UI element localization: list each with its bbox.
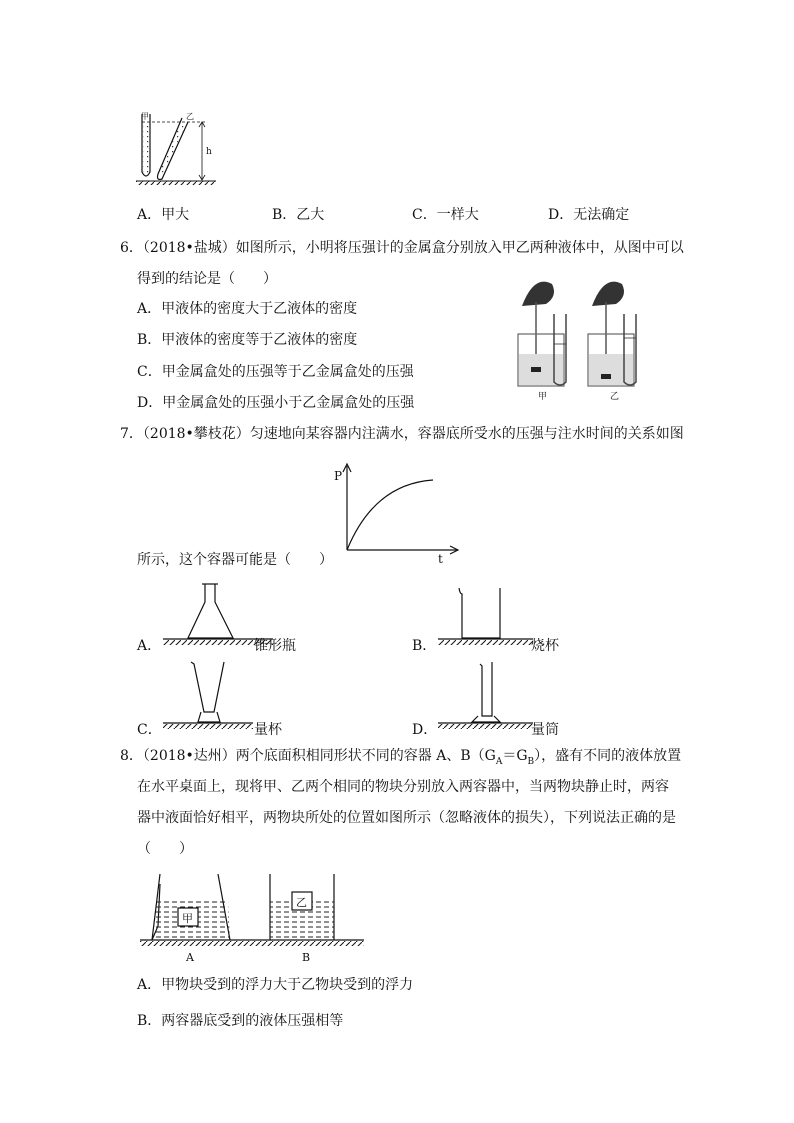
- q7-y-label: P: [334, 469, 343, 483]
- q6-pressure-gauge-figure: [516, 274, 666, 404]
- q6-stem-line1: 6．（2018•盐城）如图所示，小明将压强计的金属盒分别放入甲乙两种液体中，从图中可以: [120, 240, 684, 256]
- q7-option-c-name: 量杯: [254, 722, 282, 738]
- q7-stem-line1: 7．（2018•攀枝花）匀速地向某容器内注满水，容器底所受水的压强与注水时间的关系如图: [120, 426, 684, 442]
- q8-stem-line2: 在水平桌面上，现将甲、乙两个相同的物块分别放入两容器中，当两物块静止时，两容: [137, 779, 669, 795]
- q8-subscript-a: A: [495, 756, 503, 767]
- q5-option-b[interactable]: B．乙大: [272, 207, 325, 223]
- q8-block-a-label: 甲: [182, 912, 193, 925]
- q7-x-label: t: [438, 552, 443, 566]
- q8-containers-figure: [140, 870, 368, 965]
- q8-option-b[interactable]: B．两容器底受到的液体压强相等: [137, 1013, 344, 1029]
- q6-option-b[interactable]: B．甲液体的密度等于乙液体的密度: [137, 332, 358, 348]
- q7-option-b-name: 烧杯: [531, 638, 559, 654]
- q6-label-yi: 乙: [610, 392, 620, 402]
- q5-option-d[interactable]: D．无法确定: [548, 207, 630, 223]
- q7-pressure-time-graph: [330, 462, 465, 566]
- q8-container-a-label: A: [186, 951, 194, 964]
- q7-stem-line2: 所示，这个容器可能是（ ）: [137, 552, 333, 568]
- q8-stem-line1-start: 8．（2018•达州）两个底面积相同形状不同的容器 A、B（G: [120, 748, 496, 764]
- q5-option-c[interactable]: C．一样大: [412, 207, 479, 223]
- q8-subscript-b: B: [527, 756, 535, 767]
- q7-option-c-letter[interactable]: C．: [137, 722, 162, 738]
- q6-label-jia: 甲: [538, 392, 548, 402]
- q6-stem-line2: 得到的结论是（ ）: [137, 271, 277, 287]
- q8-stem-line4: （ ）: [137, 841, 193, 857]
- q6-option-a[interactable]: A．甲液体的密度大于乙液体的密度: [137, 301, 358, 317]
- q5-option-a[interactable]: A．甲大: [137, 207, 190, 223]
- q8-stem-line3: 器中液面恰好相平，两物块所处的位置如图所示（忽略液体的损失），下列说法正确的是: [137, 810, 676, 826]
- q7-option-a-name: 锥形瓶: [254, 638, 296, 654]
- q7-option-a-letter[interactable]: A．: [137, 638, 162, 654]
- q8-stem-line1: [120, 747, 681, 771]
- q7-option-b-letter[interactable]: B．: [412, 638, 437, 654]
- q8-stem-line1-end: ），盛有不同的液体放置: [534, 748, 682, 764]
- q5-label-yi: 乙: [186, 112, 194, 121]
- q7-option-d-letter[interactable]: D．: [412, 722, 438, 738]
- q7-measuring-cup-figure: [163, 656, 273, 728]
- q7-graduated-cylinder-figure: [438, 656, 548, 728]
- q8-container-b-label: B: [302, 951, 311, 964]
- q8-equals: ＝G: [502, 748, 528, 764]
- q7-curve: [347, 480, 433, 550]
- q5-label-jia: 甲: [141, 112, 149, 121]
- q8-option-a[interactable]: A．甲物块受到的浮力大于乙物块受到的浮力: [137, 977, 414, 993]
- q8-block-b-label: 乙: [296, 896, 307, 909]
- q5-tubes-figure: [136, 110, 226, 190]
- q7-option-d-name: 量筒: [531, 722, 559, 738]
- q6-option-d[interactable]: D．甲金属盒处的压强小于乙金属盒处的压强: [137, 395, 415, 411]
- q6-option-c[interactable]: C．甲金属盒处的压强等于乙金属盒处的压强: [137, 364, 414, 380]
- q5-label-h: h: [206, 147, 212, 157]
